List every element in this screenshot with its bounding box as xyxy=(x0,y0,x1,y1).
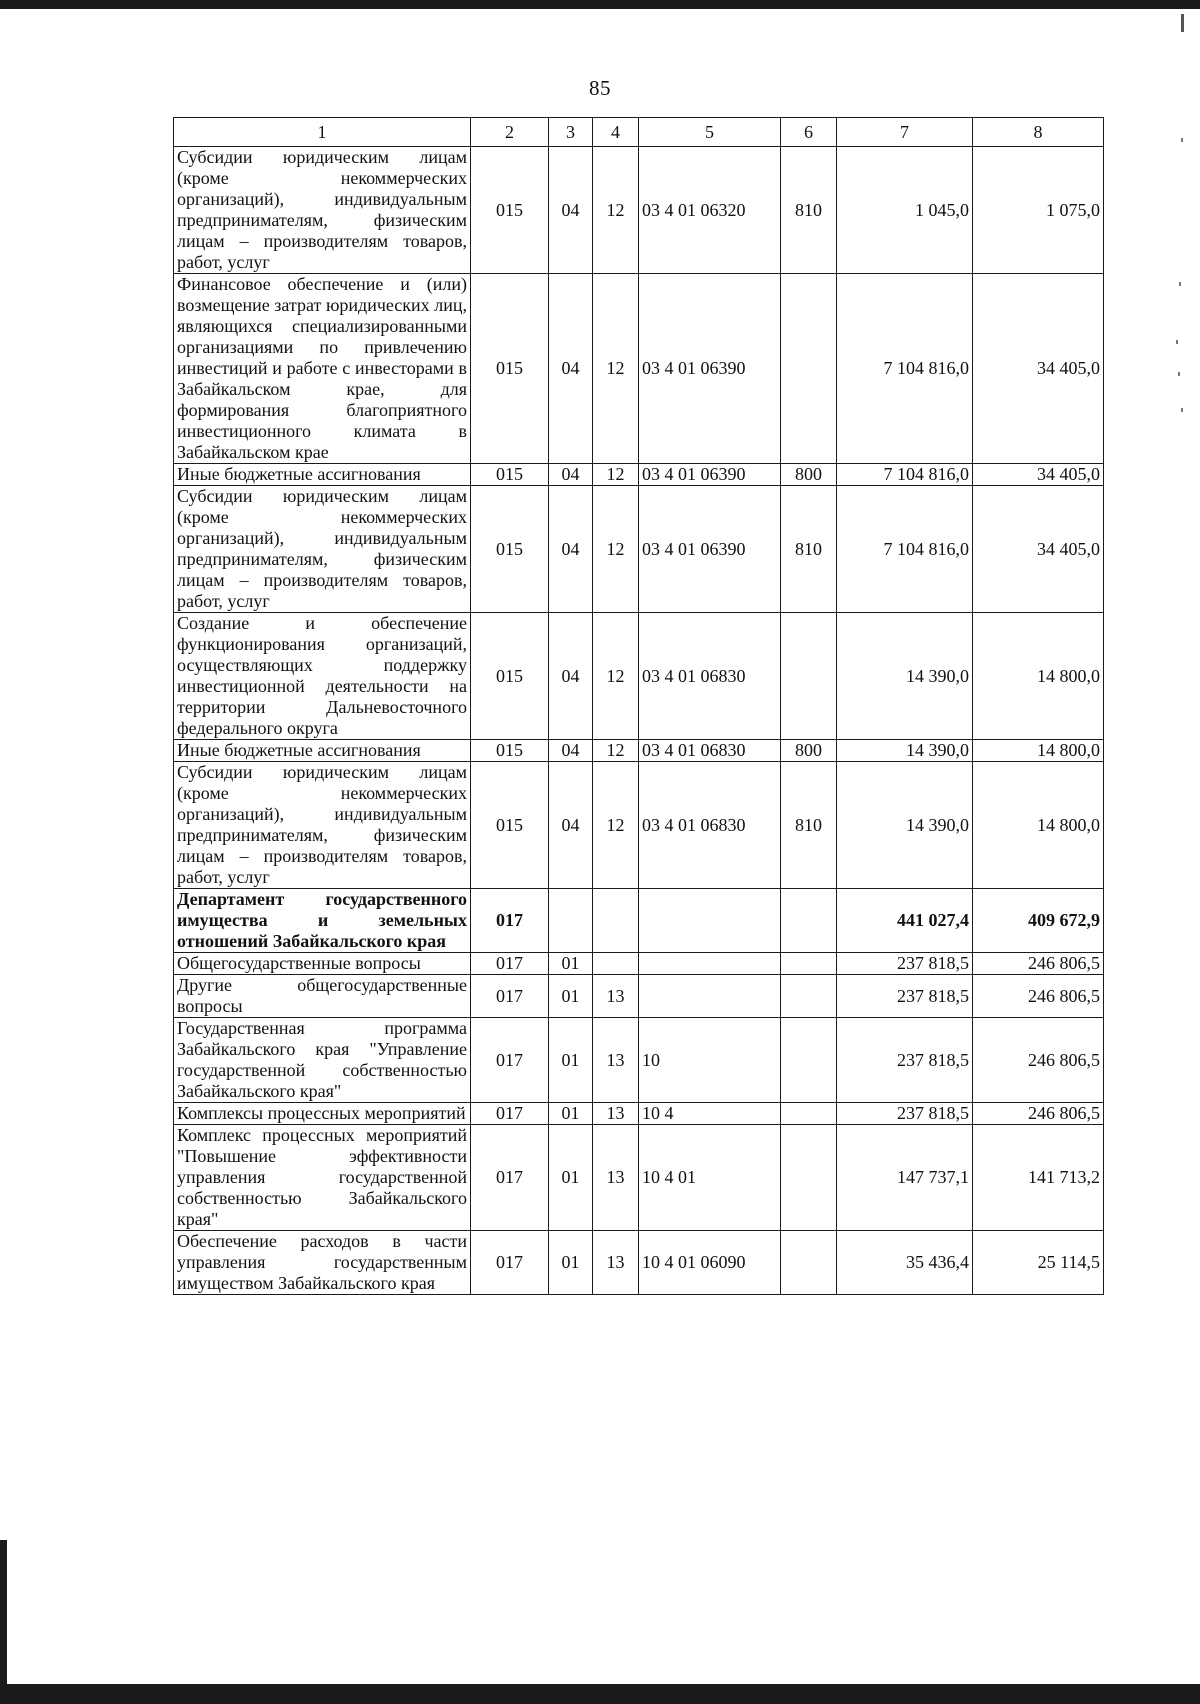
amount-col8: 14 800,0 xyxy=(973,740,1104,762)
admin-code: 015 xyxy=(471,762,549,889)
header-cell: 6 xyxy=(781,118,837,147)
table-row xyxy=(174,1231,1104,1295)
item-name: Субсидии юридическим лицам (кроме некоммерческих организаций), индивидуальным предпринимателям, физическим лицам – производителям товаров, работ, услуг xyxy=(174,762,471,889)
subsection-code: 13 xyxy=(593,1018,639,1103)
subsection-code: 12 xyxy=(593,464,639,486)
page-number: 85 xyxy=(589,76,611,100)
amount-col8: 14 800,0 xyxy=(973,613,1104,740)
table-row xyxy=(174,889,1104,953)
amount-col7: 237 818,5 xyxy=(837,975,973,1018)
table-row xyxy=(174,953,1104,975)
scan-speck xyxy=(1181,138,1183,142)
item-name: Государственная программа Забайкальского края "Управление государственной собственностью Забайкальского края" xyxy=(174,1018,471,1103)
item-name: Субсидии юридическим лицам (кроме некоммерческих организаций), индивидуальным предпринимателям, физическим лицам – производителям товаров, работ, услуг xyxy=(174,147,471,274)
section-code: 01 xyxy=(549,975,593,1018)
amount-col8: 246 806,5 xyxy=(973,1103,1104,1125)
table-row xyxy=(174,613,1104,740)
admin-code: 015 xyxy=(471,274,549,464)
expense-type-code xyxy=(781,1231,837,1295)
target-article-code: 10 4 01 06090 xyxy=(639,1231,781,1295)
admin-code: 015 xyxy=(471,613,549,740)
amount-col8: 14 800,0 xyxy=(973,762,1104,889)
amount-col7: 14 390,0 xyxy=(837,613,973,740)
expense-type-code xyxy=(781,613,837,740)
subsection-code: 12 xyxy=(593,613,639,740)
table-row xyxy=(174,464,1104,486)
item-name: Иные бюджетные ассигнования xyxy=(174,740,471,762)
budget-table xyxy=(173,117,1104,1295)
expense-type-code: 810 xyxy=(781,762,837,889)
admin-code: 015 xyxy=(471,486,549,613)
section-code: 01 xyxy=(549,1125,593,1231)
item-name: Финансовое обеспечение и (или) возмещение затрат юридических лиц, являющихся специализированными организациями по привлечению инвестиций и работе с инвесторами в Забайкальском крае, для формирования благоприятного инвестиционного климата в Забайкальском крае xyxy=(174,274,471,464)
subsection-code: 12 xyxy=(593,274,639,464)
amount-col7: 35 436,4 xyxy=(837,1231,973,1295)
admin-code: 017 xyxy=(471,1125,549,1231)
table-row xyxy=(174,147,1104,274)
amount-col7: 237 818,5 xyxy=(837,1018,973,1103)
amount-col7: 1 045,0 xyxy=(837,147,973,274)
section-code: 04 xyxy=(549,762,593,889)
item-name: Обеспечение расходов в части управления государственным имуществом Забайкальского края xyxy=(174,1231,471,1295)
target-article-code xyxy=(639,975,781,1018)
section-code: 04 xyxy=(549,486,593,613)
admin-code: 017 xyxy=(471,953,549,975)
scan-speck xyxy=(1179,282,1181,286)
header-cell: 2 xyxy=(471,118,549,147)
section-code xyxy=(549,889,593,953)
expense-type-code: 800 xyxy=(781,740,837,762)
subsection-code: 12 xyxy=(593,147,639,274)
section-code: 04 xyxy=(549,147,593,274)
section-code: 01 xyxy=(549,1231,593,1295)
expense-type-code xyxy=(781,1018,837,1103)
scan-speck xyxy=(1176,340,1178,344)
scan-speck xyxy=(1181,408,1183,412)
item-name: Комплекс процессных мероприятий "Повышение эффективности управления государственной собственностью Забайкальского края" xyxy=(174,1125,471,1231)
table-row xyxy=(174,975,1104,1018)
table-row xyxy=(174,762,1104,889)
target-article-code: 03 4 01 06830 xyxy=(639,762,781,889)
amount-col7: 237 818,5 xyxy=(837,953,973,975)
subsection-code: 12 xyxy=(593,486,639,613)
table-row xyxy=(174,740,1104,762)
admin-code: 017 xyxy=(471,1231,549,1295)
amount-col8: 1 075,0 xyxy=(973,147,1104,274)
amount-col7: 237 818,5 xyxy=(837,1103,973,1125)
table-body xyxy=(174,147,1104,1295)
amount-col8: 34 405,0 xyxy=(973,464,1104,486)
subsection-code: 13 xyxy=(593,975,639,1018)
target-article-code xyxy=(639,953,781,975)
header-cell: 8 xyxy=(973,118,1104,147)
subsection-code xyxy=(593,889,639,953)
item-name: Создание и обеспечение функционирования организаций, осуществляющих поддержку инвестиционной деятельности на территории Дальневосточного федерального округа xyxy=(174,613,471,740)
expense-type-code xyxy=(781,975,837,1018)
section-code: 04 xyxy=(549,274,593,464)
expense-type-code xyxy=(781,953,837,975)
amount-col8: 34 405,0 xyxy=(973,274,1104,464)
scan-mark xyxy=(1181,14,1184,32)
target-article-code: 10 4 xyxy=(639,1103,781,1125)
table-header xyxy=(174,118,1104,147)
subsection-code: 13 xyxy=(593,1125,639,1231)
table-row xyxy=(174,1103,1104,1125)
item-name: Субсидии юридическим лицам (кроме некоммерческих организаций), индивидуальным предпринимателям, физическим лицам – производителям товаров, работ, услуг xyxy=(174,486,471,613)
target-article-code: 03 4 01 06830 xyxy=(639,613,781,740)
subsection-code: 12 xyxy=(593,762,639,889)
scan-frame-left xyxy=(0,1540,7,1704)
section-code: 01 xyxy=(549,1103,593,1125)
header-cell: 1 xyxy=(174,118,471,147)
header-cell: 4 xyxy=(593,118,639,147)
admin-code: 017 xyxy=(471,1103,549,1125)
amount-col8: 141 713,2 xyxy=(973,1125,1104,1231)
section-code: 04 xyxy=(549,740,593,762)
subsection-code: 13 xyxy=(593,1103,639,1125)
expense-type-code xyxy=(781,1125,837,1231)
table-row xyxy=(174,1125,1104,1231)
scan-speck xyxy=(1178,372,1180,376)
section-code: 01 xyxy=(549,1018,593,1103)
admin-code: 015 xyxy=(471,740,549,762)
amount-col7: 14 390,0 xyxy=(837,740,973,762)
expense-type-code xyxy=(781,274,837,464)
subsection-code: 13 xyxy=(593,1231,639,1295)
amount-col8: 246 806,5 xyxy=(973,1018,1104,1103)
target-article-code: 03 4 01 06390 xyxy=(639,486,781,613)
admin-code: 017 xyxy=(471,889,549,953)
amount-col7: 441 027,4 xyxy=(837,889,973,953)
section-code: 04 xyxy=(549,464,593,486)
expense-type-code: 800 xyxy=(781,464,837,486)
header-cell: 5 xyxy=(639,118,781,147)
subsection-code xyxy=(593,953,639,975)
amount-col7: 147 737,1 xyxy=(837,1125,973,1231)
admin-code: 015 xyxy=(471,464,549,486)
table-row xyxy=(174,486,1104,613)
header-row xyxy=(174,118,1104,147)
subsection-code: 12 xyxy=(593,740,639,762)
admin-code: 015 xyxy=(471,147,549,274)
expense-type-code xyxy=(781,889,837,953)
section-code: 04 xyxy=(549,613,593,740)
target-article-code xyxy=(639,889,781,953)
amount-col7: 7 104 816,0 xyxy=(837,486,973,613)
expense-type-code: 810 xyxy=(781,486,837,613)
admin-code: 017 xyxy=(471,1018,549,1103)
item-name: Другие общегосударственные вопросы xyxy=(174,975,471,1018)
target-article-code: 03 4 01 06830 xyxy=(639,740,781,762)
target-article-code: 03 4 01 06320 xyxy=(639,147,781,274)
header-cell: 7 xyxy=(837,118,973,147)
amount-col7: 14 390,0 xyxy=(837,762,973,889)
amount-col8: 246 806,5 xyxy=(973,953,1104,975)
item-name: Иные бюджетные ассигнования xyxy=(174,464,471,486)
amount-col8: 409 672,9 xyxy=(973,889,1104,953)
target-article-code: 10 4 01 xyxy=(639,1125,781,1231)
header-cell: 3 xyxy=(549,118,593,147)
table-row xyxy=(174,1018,1104,1103)
item-name: Общегосударственные вопросы xyxy=(174,953,471,975)
amount-col7: 7 104 816,0 xyxy=(837,464,973,486)
amount-col7: 7 104 816,0 xyxy=(837,274,973,464)
amount-col8: 246 806,5 xyxy=(973,975,1104,1018)
target-article-code: 03 4 01 06390 xyxy=(639,274,781,464)
amount-col8: 25 114,5 xyxy=(973,1231,1104,1295)
expense-type-code: 810 xyxy=(781,147,837,274)
target-article-code: 10 xyxy=(639,1018,781,1103)
scan-frame-bottom xyxy=(0,1684,1200,1704)
scan-frame-top xyxy=(0,0,1200,9)
item-name: Комплексы процессных мероприятий xyxy=(174,1103,471,1125)
admin-code: 017 xyxy=(471,975,549,1018)
item-name: Департамент государственного имущества и земельных отношений Забайкальского края xyxy=(174,889,471,953)
table-row xyxy=(174,274,1104,464)
target-article-code: 03 4 01 06390 xyxy=(639,464,781,486)
amount-col8: 34 405,0 xyxy=(973,486,1104,613)
section-code: 01 xyxy=(549,953,593,975)
expense-type-code xyxy=(781,1103,837,1125)
